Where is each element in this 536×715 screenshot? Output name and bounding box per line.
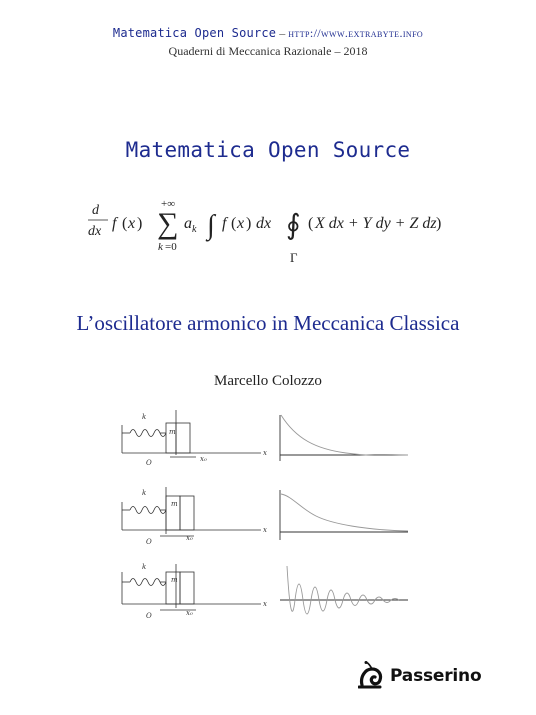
svg-text:x: x [128,215,136,232]
snail-logo-icon [358,661,384,691]
svg-text:k: k [158,241,163,253]
oscillator-diagram-row-1 [116,405,416,475]
mass-label: m [169,428,176,436]
oscillator-diagram-row-2 [116,482,416,552]
formula-illustration [80,190,470,270]
x-axis-label: x [263,600,267,608]
x0-label: x₀ [186,534,193,542]
svg-text:=0: =0 [165,241,177,253]
spring-label: k [142,489,147,497]
x-axis-label: x [263,449,267,457]
mass-label: m [171,576,178,584]
motion-graph [280,566,408,614]
svg-text:(: ( [308,215,314,232]
svg-text:k: k [192,224,197,235]
svg-text:X dx + Y dy + Z dz: X dx + Y dy + Z dz [315,215,437,232]
svg-text:a: a [184,215,192,232]
header-separator: – [276,26,289,40]
book-title: L’oscillatore armonico in Meccanica Classica [76,311,460,335]
publisher-name: Passerino [390,666,482,686]
origin-label: O [146,538,152,546]
svg-text:∑: ∑ [157,207,179,240]
svg-text:(: ( [231,215,237,232]
svg-text:): ) [137,215,143,232]
svg-text:): ) [436,215,442,232]
publisher-logo [358,659,508,693]
motion-graph [280,415,408,461]
svg-text:(: ( [122,215,128,232]
svg-text:+∞: +∞ [161,198,176,210]
svg-text:x: x [237,215,245,232]
mass-label: m [171,500,178,508]
header-brand: Matematica Open Source [112,26,277,40]
origin-label: O [146,612,152,620]
svg-text:Γ: Γ [290,250,298,265]
svg-text:∫: ∫ [207,210,215,241]
author-name: Marcello Colozzo [214,373,322,389]
header-subtitle: Quaderni di Meccanica Razionale – 2018 [168,44,368,58]
origin-label: O [146,459,152,467]
x-axis-label: x [263,526,267,534]
svg-text:): ) [246,215,252,232]
svg-text:f: f [112,215,117,232]
x0-label: x₀ [186,609,193,617]
svg-text:∮: ∮ [286,210,301,241]
series-title: Matematica Open Source [125,138,411,162]
svg-text:dx: dx [256,215,272,232]
x0-label: x₀ [200,455,207,463]
svg-text:f: f [222,215,227,232]
header-url: http://www.extrabyte.info [288,26,424,40]
spring-label: k [142,413,147,421]
oscillator-diagram-row-3 [116,560,416,630]
motion-graph [280,490,408,540]
header-line [0,26,536,40]
svg-text:dx: dx [88,224,102,239]
svg-text:d: d [92,203,99,218]
spring-label: k [142,563,147,571]
